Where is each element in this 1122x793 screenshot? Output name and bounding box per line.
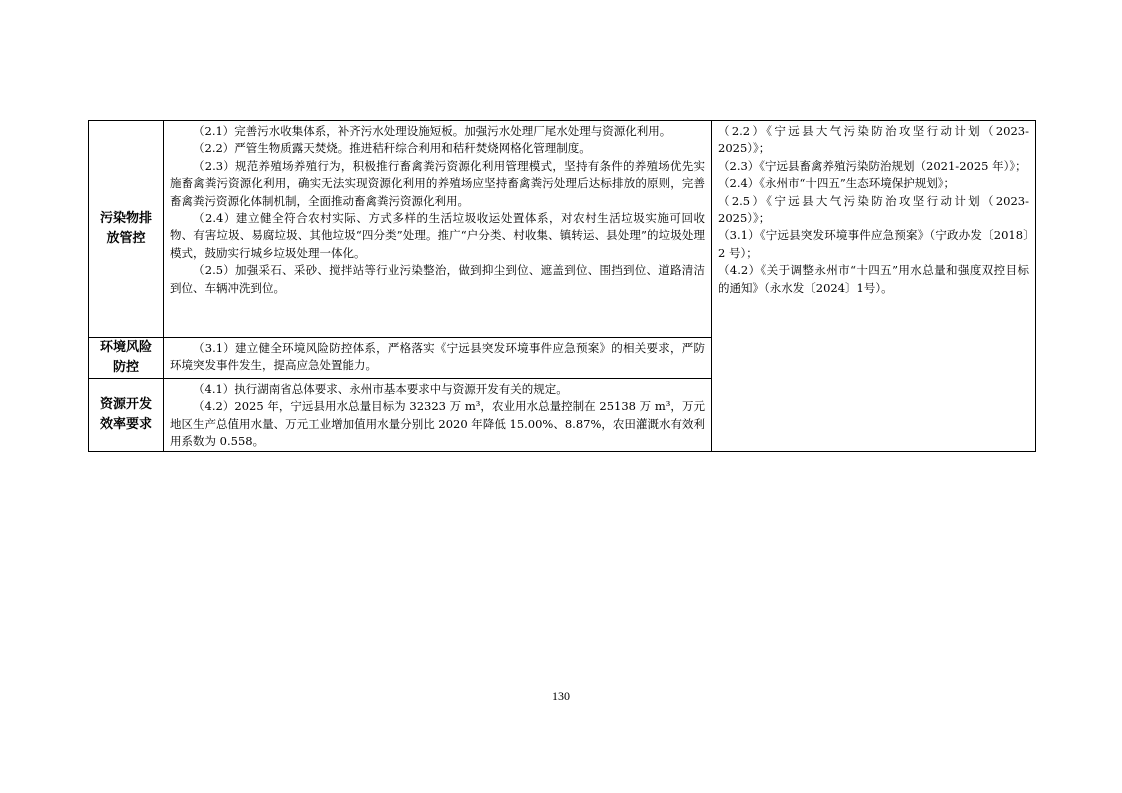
- row-label-risk: 环境风险防控: [89, 338, 164, 379]
- reference-item: （2.3）《宁远县畜禽养殖污染防治规划（2021-2025 年）》；: [718, 158, 1027, 173]
- row-content-resource: [164, 379, 712, 452]
- reference-item: （2.2）《宁远县大气污染防治攻坚行动计划（2023-2025）》；: [718, 124, 1029, 156]
- paragraph: （2.4）建立健全符合农村实际、方式多样的生活垃圾收运处置体系，对农村生活垃圾实施可回收物、有害垃圾、易腐垃圾、其他垃圾“四分类”处理。推广“户分类、村收集、镇转运、县处理”的垃圾处理模式，鼓励实行城乡垃圾处理一体化。: [170, 211, 705, 260]
- paragraph: （4.2）2025 年，宁远县用水总量目标为 32323 万 m³，农业用水总量控制在 25138 万 m³，万元地区生产总值用水量、万元工业增加值用水量分别比 2020 年降低 15.00%、8.87%，农田灌溉水有效利用系数为 0.558。: [170, 399, 705, 449]
- references-cell: [712, 121, 1036, 452]
- row-content-risk: [164, 338, 712, 379]
- paragraph: （2.2）严管生物质露天焚烧。推进秸秆综合利用和秸秆焚烧网格化管理制度。: [193, 141, 591, 156]
- page-number: 130: [552, 689, 570, 703]
- paragraph: （3.1）建立健全环境风险防控体系，严格落实《宁远县突发环境事件应急预案》的相关要求，严防环境突发事件发生，提高应急处置能力。: [170, 341, 705, 373]
- reference-item: （2.4）《永州市“十四五”生态环境保护规划》；: [718, 176, 956, 191]
- row-label-resource: 资源开发效率要求: [89, 379, 164, 452]
- paragraph: （2.1）完善污水收集体系，补齐污水处理设施短板。加强污水处理厂尾水处理与资源化利用。: [193, 124, 672, 138]
- paragraph: （2.3）规范养殖场养殖行为，积极推行畜禽粪污资源化利用管理模式，坚持有条件的养殖场优先实施畜禽粪污资源化利用，确实无法实现资源化利用的养殖场应坚持畜禽粪污处理后达标排放的原则，完善畜禽粪污资源化体制机制，全面推动畜禽粪污资源化利用。: [170, 158, 705, 208]
- table-row: [89, 121, 1036, 338]
- requirements-table: [88, 120, 1036, 452]
- reference-item: （3.1）《宁远县突发环境事件应急预案》（宁政办发〔2018〕2 号）；: [718, 228, 1029, 260]
- row-label-pollutant: 污染物排放管控: [89, 121, 164, 338]
- paragraph: （2.5）加强采石、采砂、搅拌站等行业污染整治，做到抑尘到位、遮盖到位、围挡到位、道路清洁到位、车辆冲洗到位。: [170, 263, 705, 295]
- paragraph: （4.1）执行湖南省总体要求、永州市基本要求中与资源开发有关的规定。: [193, 382, 568, 396]
- reference-item: （4.2）《关于调整永州市“十四五”用水总量和强度双控目标的通知》（永水发〔2024〕1号）。: [718, 263, 1029, 295]
- reference-item: （2.5）《宁远县大气污染防治攻坚行动计划（2023-2025）》；: [718, 193, 1029, 226]
- row-content-pollutant: [164, 121, 712, 338]
